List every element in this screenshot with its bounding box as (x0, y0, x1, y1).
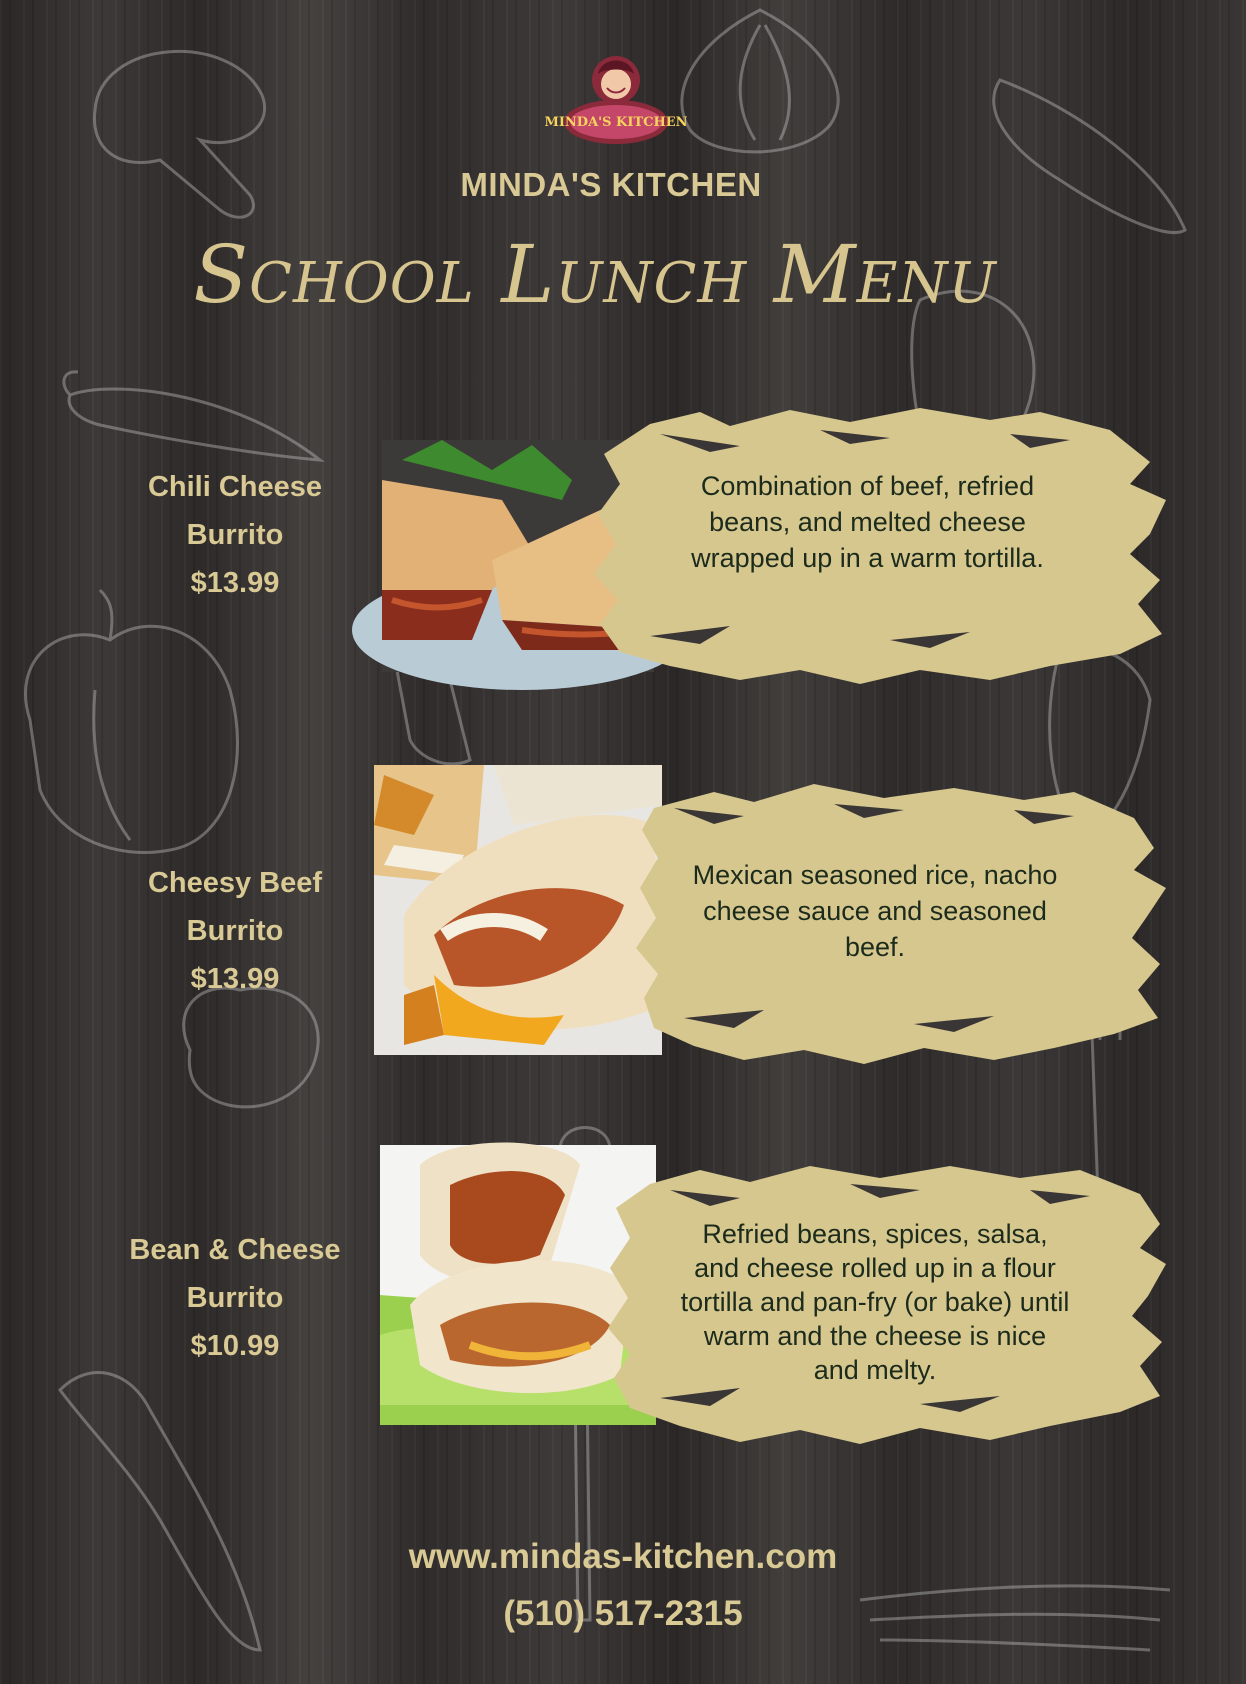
menu-item-price: $13.99 (190, 963, 280, 995)
minda-kitchen-logo (544, 44, 688, 150)
menu-item-description: Combination of beef, refried beans, and melted cheese wrapped up in a warm tortilla. (691, 471, 1044, 573)
menu-item-name (90, 859, 380, 1003)
menu-item-price: $13.99 (190, 567, 280, 599)
menu-item-description: Mexican seasoned rice, nacho cheese sauce and seasoned beef. (692, 860, 1058, 962)
website-link[interactable]: www.mindas-kitchen.com (408, 1537, 838, 1576)
menu-item-name-line: Cheesy Beef (147, 867, 323, 899)
logo-text: MINDA'S KITCHEN (544, 115, 688, 130)
menu-item-name-line: Chili Cheese (147, 471, 323, 503)
menu-item-price: $10.99 (190, 1330, 280, 1362)
menu-item-name-line: Burrito (186, 519, 284, 551)
menu-item-name (90, 1226, 380, 1370)
menu-item-name (90, 463, 380, 607)
menu-item-name-line: Burrito (186, 1282, 284, 1314)
brand-name: MINDA'S KITCHEN (460, 166, 762, 203)
menu-item-name-line: Burrito (186, 915, 284, 947)
phone-number[interactable]: (510) 517-2315 (503, 1594, 743, 1633)
menu-item-name-line: Bean & Cheese (129, 1234, 341, 1266)
page-title: School Lunch Menu (193, 228, 997, 321)
cheesy-beef-burrito-photo (374, 765, 662, 1055)
menu-item-description: Refried beans, spices, salsa, and cheese rolled up in a flour tortilla and pan-fry (or bake) until warm and the cheese is nice and melty. (680, 1219, 1070, 1385)
